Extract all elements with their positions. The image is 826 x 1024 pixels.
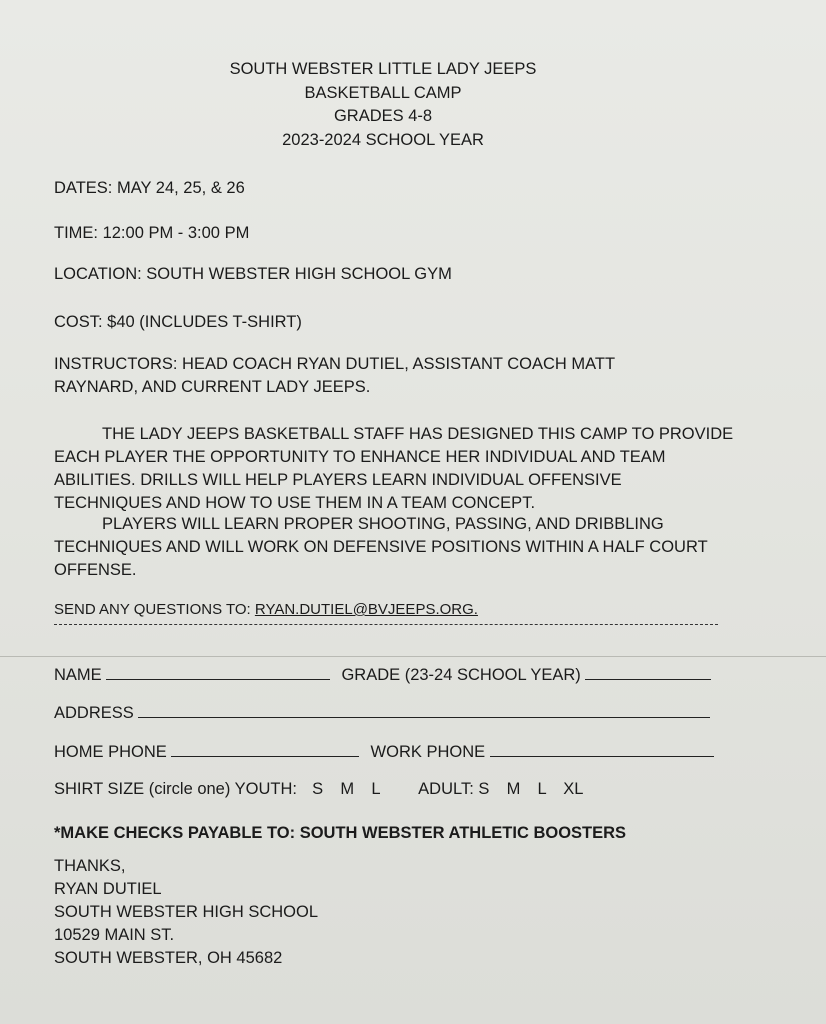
dates-line: DATES: MAY 24, 25, & 26 bbox=[54, 179, 245, 197]
name-label: NAME bbox=[54, 666, 102, 684]
youth-size-l[interactable]: L bbox=[371, 780, 380, 798]
header-title: SOUTH WEBSTER LITTLE LADY JEEPS bbox=[229, 60, 537, 78]
description-paragraph-1 bbox=[54, 423, 734, 515]
adult-label: ADULT: bbox=[418, 780, 474, 798]
adult-size-xl[interactable]: XL bbox=[563, 780, 584, 798]
cost-line: COST: $40 (INCLUDES T-SHIRT) bbox=[54, 313, 302, 331]
name-grade-row bbox=[54, 665, 711, 685]
work-phone-field[interactable] bbox=[490, 742, 714, 757]
description-paragraph-2 bbox=[54, 513, 734, 582]
checks-payable-note: *MAKE CHECKS PAYABLE TO: SOUTH WEBSTER ATHLETIC BOOSTERS bbox=[54, 824, 627, 842]
description-text-1: THE LADY JEEPS BASKETBALL STAFF HAS DESIGNED THIS CAMP TO PROVIDE EACH PLAYER THE OPPORTUNITY TO ENHANCE HER INDIVIDUAL AND TEAM ABILITIES. DRILLS WILL HELP PLAYERS LEARN INDIVIDUAL OFFENSIVE TECHNIQUES AND HOW TO USE THEM IN A TEAM CONCEPT. bbox=[54, 425, 734, 512]
address-field[interactable] bbox=[138, 703, 710, 718]
phone-row bbox=[54, 742, 714, 762]
signature-street: 10529 MAIN ST. bbox=[54, 926, 175, 944]
instructors-line-1: INSTRUCTORS: HEAD COACH RYAN DUTIEL, ASSISTANT COACH MATT bbox=[54, 355, 616, 373]
signature-school: SOUTH WEBSTER HIGH SCHOOL bbox=[54, 903, 319, 921]
signature-name: RYAN DUTIEL bbox=[54, 880, 162, 898]
grade-label: GRADE (23-24 SCHOOL YEAR) bbox=[341, 666, 581, 684]
header-grades: GRADES 4-8 bbox=[333, 107, 433, 125]
contact-label: SEND ANY QUESTIONS TO: bbox=[54, 601, 255, 618]
signature-block bbox=[54, 855, 734, 970]
shirt-size-row bbox=[54, 780, 583, 799]
youth-size-m[interactable]: M bbox=[340, 780, 355, 798]
signature-city: SOUTH WEBSTER, OH 45682 bbox=[54, 949, 283, 967]
instructors-line-2: RAYNARD, AND CURRENT LADY JEEPS. bbox=[54, 378, 371, 396]
contact-email-link[interactable]: RYAN.DUTIEL@BVJEEPS.ORG. bbox=[254, 601, 478, 618]
flyer-header bbox=[0, 58, 766, 152]
adult-size-m[interactable]: M bbox=[506, 780, 521, 798]
adult-size-l[interactable]: L bbox=[537, 780, 547, 798]
time-line: TIME: 12:00 PM - 3:00 PM bbox=[54, 224, 250, 242]
home-phone-label: HOME PHONE bbox=[54, 743, 167, 761]
cut-line bbox=[54, 624, 718, 625]
address-label: ADDRESS bbox=[54, 704, 134, 722]
header-subtitle: BASKETBALL CAMP bbox=[304, 83, 462, 102]
home-phone-field[interactable] bbox=[171, 742, 359, 757]
signature-thanks: THANKS, bbox=[54, 857, 126, 875]
grade-field[interactable] bbox=[585, 665, 711, 680]
address-row bbox=[54, 703, 710, 723]
name-field[interactable] bbox=[106, 665, 330, 680]
description-text-2: PLAYERS WILL LEARN PROPER SHOOTING, PASSING, AND DRIBBLING TECHNIQUES AND WILL WORK ON DEFENSIVE POSITIONS WITHIN A HALF COURT OFFENSE. bbox=[54, 515, 708, 579]
contact-line bbox=[54, 601, 478, 618]
paper-fold bbox=[0, 656, 826, 657]
location-line: LOCATION: SOUTH WEBSTER HIGH SCHOOL GYM bbox=[54, 265, 452, 283]
work-phone-label: WORK PHONE bbox=[370, 743, 486, 761]
shirt-size-label: SHIRT SIZE (circle one) YOUTH: bbox=[54, 780, 297, 798]
adult-size-s[interactable]: S bbox=[478, 780, 490, 798]
youth-size-s[interactable]: S bbox=[312, 780, 324, 798]
header-school-year: 2023-2024 SCHOOL YEAR bbox=[282, 130, 484, 149]
